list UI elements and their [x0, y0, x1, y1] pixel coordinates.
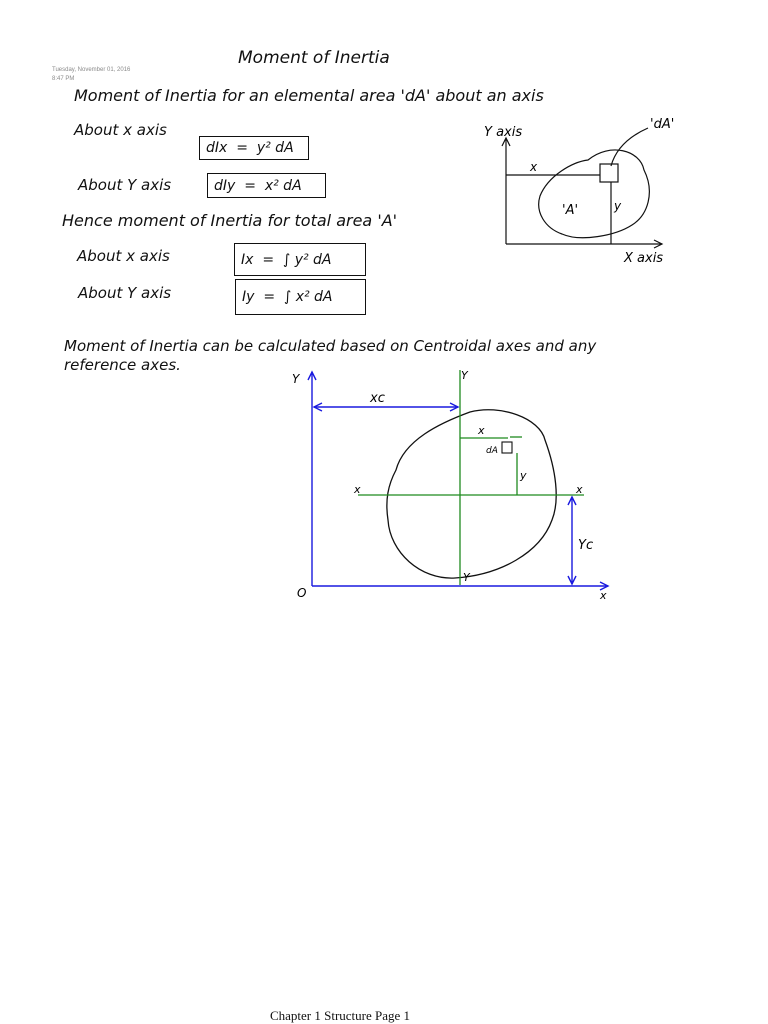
fig1-area-label: 'A'	[562, 203, 579, 218]
fig2-y-centroidal-top-label: Y	[461, 369, 468, 382]
fig2-y-ref-label: Y	[292, 372, 300, 386]
section3-line2: reference axes.	[64, 356, 181, 374]
date-stamp: Tuesday, November 01, 2016	[52, 67, 131, 73]
about-x-label-1: About x axis	[74, 121, 167, 139]
formula-dIx: dIx = y² dA	[199, 136, 309, 160]
about-x-label-2: About x axis	[77, 247, 170, 265]
fig1-y-label: y	[614, 199, 622, 213]
fig2-yc-label: Yc	[578, 538, 594, 553]
fig1-x-axis-label: X axis	[624, 251, 664, 266]
about-y-label-2: About Y axis	[78, 284, 172, 302]
fig2-xc-label: xc	[370, 391, 385, 406]
section1-heading: Moment of Inertia for an elemental area 'dA' about an axis	[74, 86, 544, 105]
section3-line1: Moment of Inertia can be calculated based on Centroidal axes and any	[64, 337, 597, 355]
fig2-y-centroidal-bottom-label: Y	[463, 571, 470, 584]
fig2-x-centroidal-left-label: x	[354, 483, 361, 496]
fig2-x-ref-label: x	[600, 589, 607, 602]
fig1-element-label: 'dA'	[650, 117, 675, 132]
fig1-x-label: x	[530, 160, 538, 174]
page-title: Moment of Inertia	[238, 48, 390, 68]
time-stamp: 8:47 PM	[52, 76, 75, 82]
section2-heading: Hence moment of Inertia for total area 'A'	[62, 211, 398, 230]
about-y-label-1: About Y axis	[78, 176, 172, 194]
fig2-element-label: dA	[486, 446, 498, 456]
fig2-y-label: y	[520, 469, 527, 482]
formula-Iy: Iy = ∫ x² dA	[235, 279, 366, 315]
page-footer: Chapter 1 Structure Page 1	[269, 1008, 411, 1023]
fig1-y-axis-label: Y axis	[484, 125, 523, 140]
formula-dIy: dIy = x² dA	[207, 173, 326, 198]
fig2-x-label: x	[478, 424, 485, 437]
fig2-origin-label: O	[297, 586, 307, 600]
fig2-x-centroidal-right-label: x	[576, 483, 583, 496]
formula-Ix: Ix = ∫ y² dA	[234, 243, 366, 276]
